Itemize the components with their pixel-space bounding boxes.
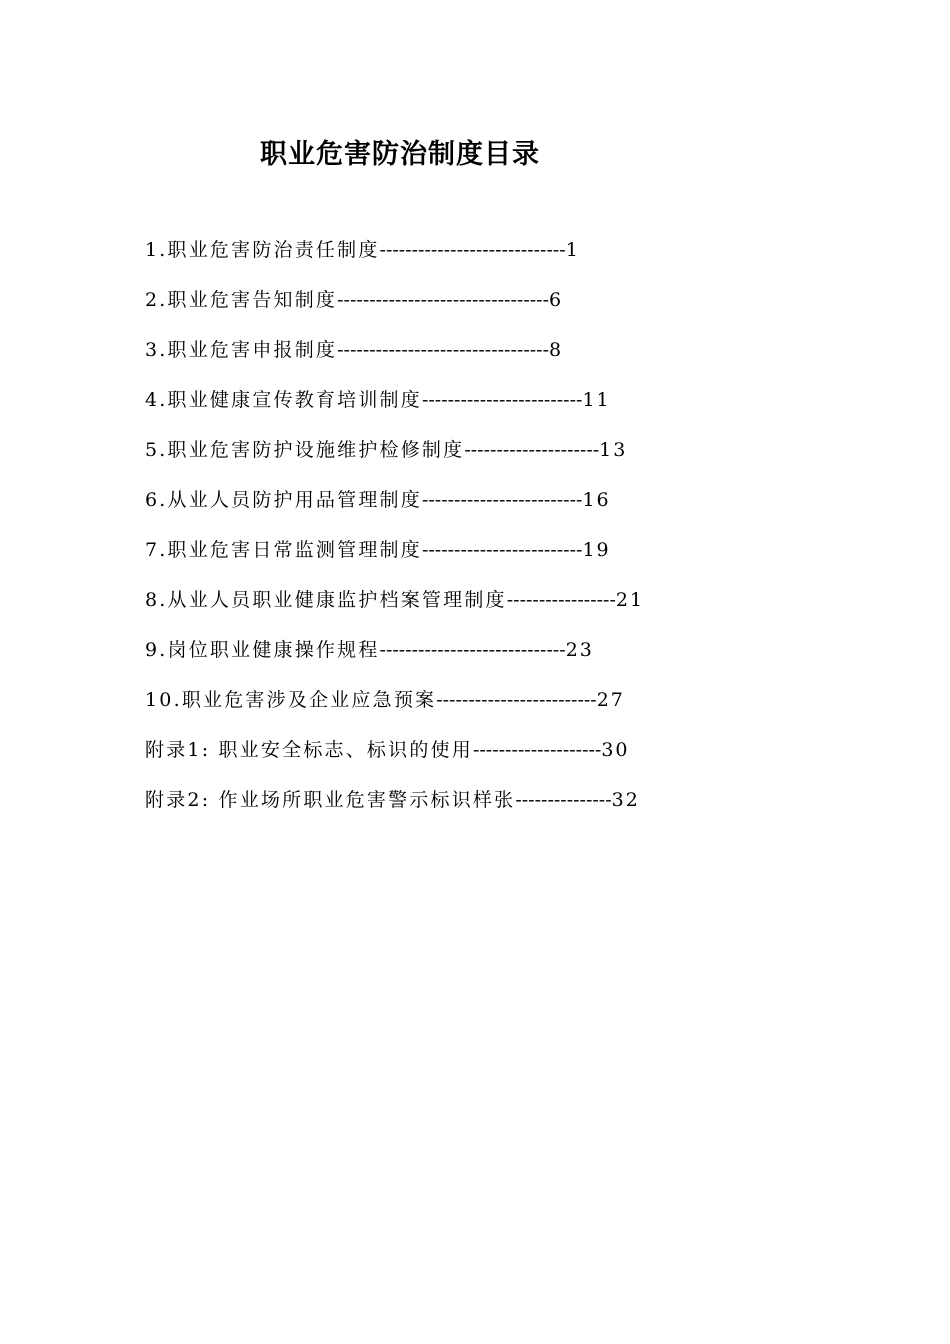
- toc-entry[interactable]: [145, 486, 795, 536]
- toc-entry-title: 附录2: 作业场所职业危害警示标识样张: [145, 789, 516, 811]
- toc-entry-title: 7.职业危害日常监测管理制度: [145, 539, 422, 561]
- table-of-contents: [145, 236, 795, 836]
- toc-entry[interactable]: [145, 286, 795, 336]
- toc-entry-title: 5.职业危害防护设施维护检修制度: [145, 439, 465, 461]
- toc-entry-leader: -----------------------------: [379, 639, 566, 661]
- toc-entry[interactable]: [145, 736, 795, 786]
- toc-entry-title: 10.职业危害涉及企业应急预案: [145, 689, 437, 711]
- toc-entry-page: 6: [549, 289, 564, 311]
- toc-entry-title: 2.职业危害告知制度: [145, 289, 338, 311]
- toc-entry-title: 1.职业危害防治责任制度: [145, 239, 380, 261]
- toc-entry[interactable]: [145, 786, 795, 836]
- toc-entry-leader: --------------------: [472, 739, 602, 761]
- toc-entry-page: 23: [565, 639, 594, 661]
- document-title: 职业危害防治制度目录: [260, 139, 540, 170]
- toc-entry-page: 21: [615, 589, 645, 611]
- toc-entry[interactable]: [145, 686, 795, 736]
- toc-entry-page: 30: [601, 739, 630, 761]
- toc-entry-leader: -------------------------: [421, 539, 583, 561]
- toc-entry-leader: -------------------------: [421, 489, 583, 511]
- toc-entry-leader: ---------------: [515, 789, 612, 811]
- toc-entry-title: 附录1: 职业安全标志、标识的使用: [145, 739, 473, 761]
- toc-entry-leader: -------------------------: [421, 389, 583, 411]
- toc-entry-title: 3.职业危害申报制度: [145, 339, 338, 361]
- toc-entry-title: 6.从业人员防护用品管理制度: [145, 489, 422, 511]
- toc-entry-page: 1: [565, 239, 580, 261]
- toc-entry-title: 4.职业健康宣传教育培训制度: [145, 389, 422, 411]
- toc-entry-page: 8: [549, 339, 564, 361]
- toc-entry-leader: ---------------------: [464, 439, 600, 461]
- toc-entry[interactable]: [145, 436, 795, 486]
- toc-entry-title: 8.从业人员职业健康监护档案管理制度: [145, 589, 507, 611]
- toc-entry-leader: -------------------------: [436, 689, 597, 711]
- toc-entry-leader: ---------------------------------: [337, 289, 549, 311]
- toc-entry[interactable]: [145, 386, 795, 436]
- toc-entry-page: 13: [599, 439, 628, 461]
- toc-entry-title: 9.岗位职业健康操作规程: [145, 639, 380, 661]
- toc-entry[interactable]: [145, 236, 795, 286]
- toc-entry[interactable]: [145, 336, 795, 386]
- toc-entry-page: 32: [611, 789, 640, 811]
- toc-entry[interactable]: [145, 636, 795, 686]
- toc-entry[interactable]: [145, 536, 795, 586]
- toc-entry-page: 27: [596, 689, 625, 711]
- toc-entry-leader: ---------------------------------: [337, 339, 549, 361]
- toc-entry-leader: -----------------------------: [379, 239, 566, 261]
- toc-entry-page: 16: [582, 489, 611, 511]
- toc-entry-page: 19: [582, 539, 611, 561]
- toc-entry-leader: -----------------: [506, 589, 616, 611]
- toc-entry[interactable]: [145, 586, 795, 636]
- toc-entry-page: 11: [582, 389, 611, 411]
